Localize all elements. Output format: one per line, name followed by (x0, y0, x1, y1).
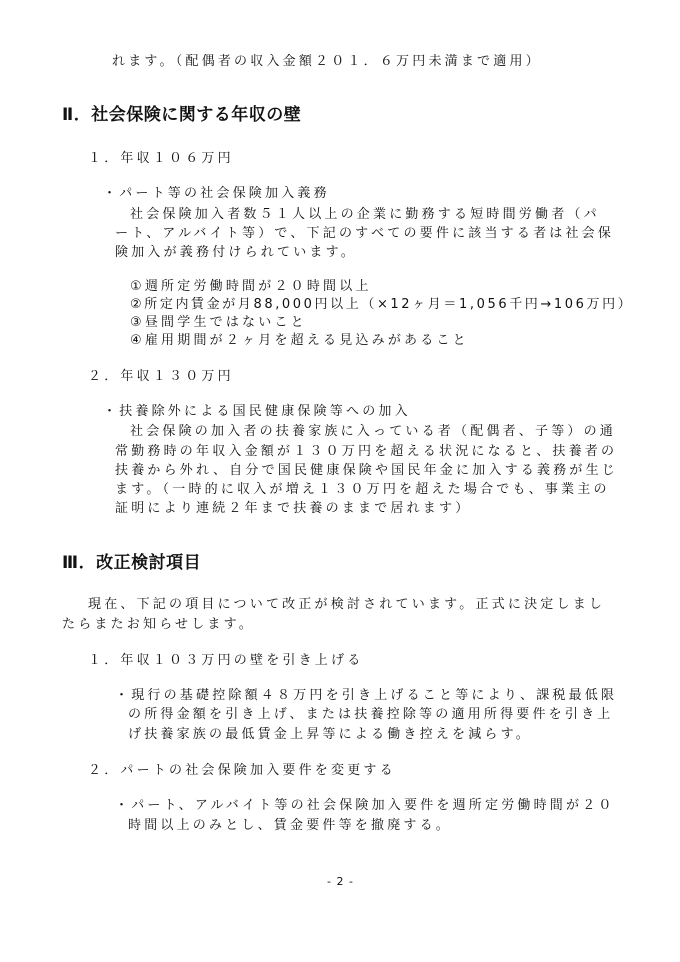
paragraph-line: たらまたお知らせします。 (62, 617, 255, 632)
paragraph-line: の所得金額を引き上げ、または扶養控除等の適用所得要件を引き上 (128, 707, 614, 722)
paragraph-line: げ扶養家族の最低賃金上昇等による働き控えを減らす。 (128, 727, 532, 742)
paragraph-line: ・現行の基礎控除額４８万円を引き上げること等により、課税最低限 (115, 688, 618, 703)
page-number: - 2 - (327, 875, 354, 888)
section-heading-3: Ⅲ．改正検討項目 (62, 553, 202, 573)
paragraph-line: 険加入が義務付けられています。 (115, 245, 357, 260)
bullet-heading: ・パート等の社会保険加入義務 (103, 186, 330, 201)
requirement-item: ④雇用期間が２ヶ月を超える見込みがあること (130, 333, 469, 348)
paragraph-line: 扶養から外れ、自分で国民健康保険や国民年金に加入する義務が生じ (115, 463, 618, 478)
continuation-line: れます。（配偶者の収入金額２０１．６万円未満まで適用） (112, 54, 542, 69)
item-heading-130: ２．年収１３０万円 (88, 369, 234, 384)
paragraph-line: 社会保険加入者数５１人以上の企業に勤務する短時間労働者（パ (130, 207, 600, 222)
requirement-item: ②所定内賃金が月88,000円以上（×12ヶ月＝1,056千円→106万円） (130, 297, 634, 312)
paragraph-line: 常勤務時の年収入金額が１３０万円を超える状況になると、扶養者の (115, 444, 618, 459)
paragraph-line: 社会保険の加入者の扶養家族に入っている者（配偶者、子等）の通 (130, 424, 617, 439)
paragraph-line: ます。（一時的に収入が増え１３０万円を超えた場合でも、事業主の (115, 482, 610, 497)
requirement-item: ①週所定労働時間が２０時間以上 (130, 279, 372, 294)
item-heading-106: １．年収１０６万円 (88, 151, 234, 166)
paragraph-line: 証明により連続２年まで扶養のままで居れます） (115, 501, 472, 516)
section-heading-2: Ⅱ．社会保険に関する年収の壁 (62, 105, 302, 125)
paragraph-line: ート、アルバイト等）で、下記のすべての要件に該当する者は社会保 (115, 226, 615, 241)
requirement-item: ③昼間学生ではないこと (130, 315, 307, 330)
paragraph-line: ・パート、アルバイト等の社会保険加入要件を週所定労働時間が２０ (115, 798, 615, 813)
item-heading-103: １．年収１０３万円の壁を引き上げる (88, 653, 364, 668)
bullet-heading: ・扶養除外による国民健康保険等への加入 (103, 404, 411, 419)
paragraph-line: 時間以上のみとし、賃金要件等を撤廃する。 (128, 818, 453, 833)
paragraph-line: 現在、下記の項目について改正が検討されています。正式に決定しまし (88, 597, 606, 612)
item-heading-part: ２．パートの社会保険加入要件を変更する (88, 763, 396, 778)
